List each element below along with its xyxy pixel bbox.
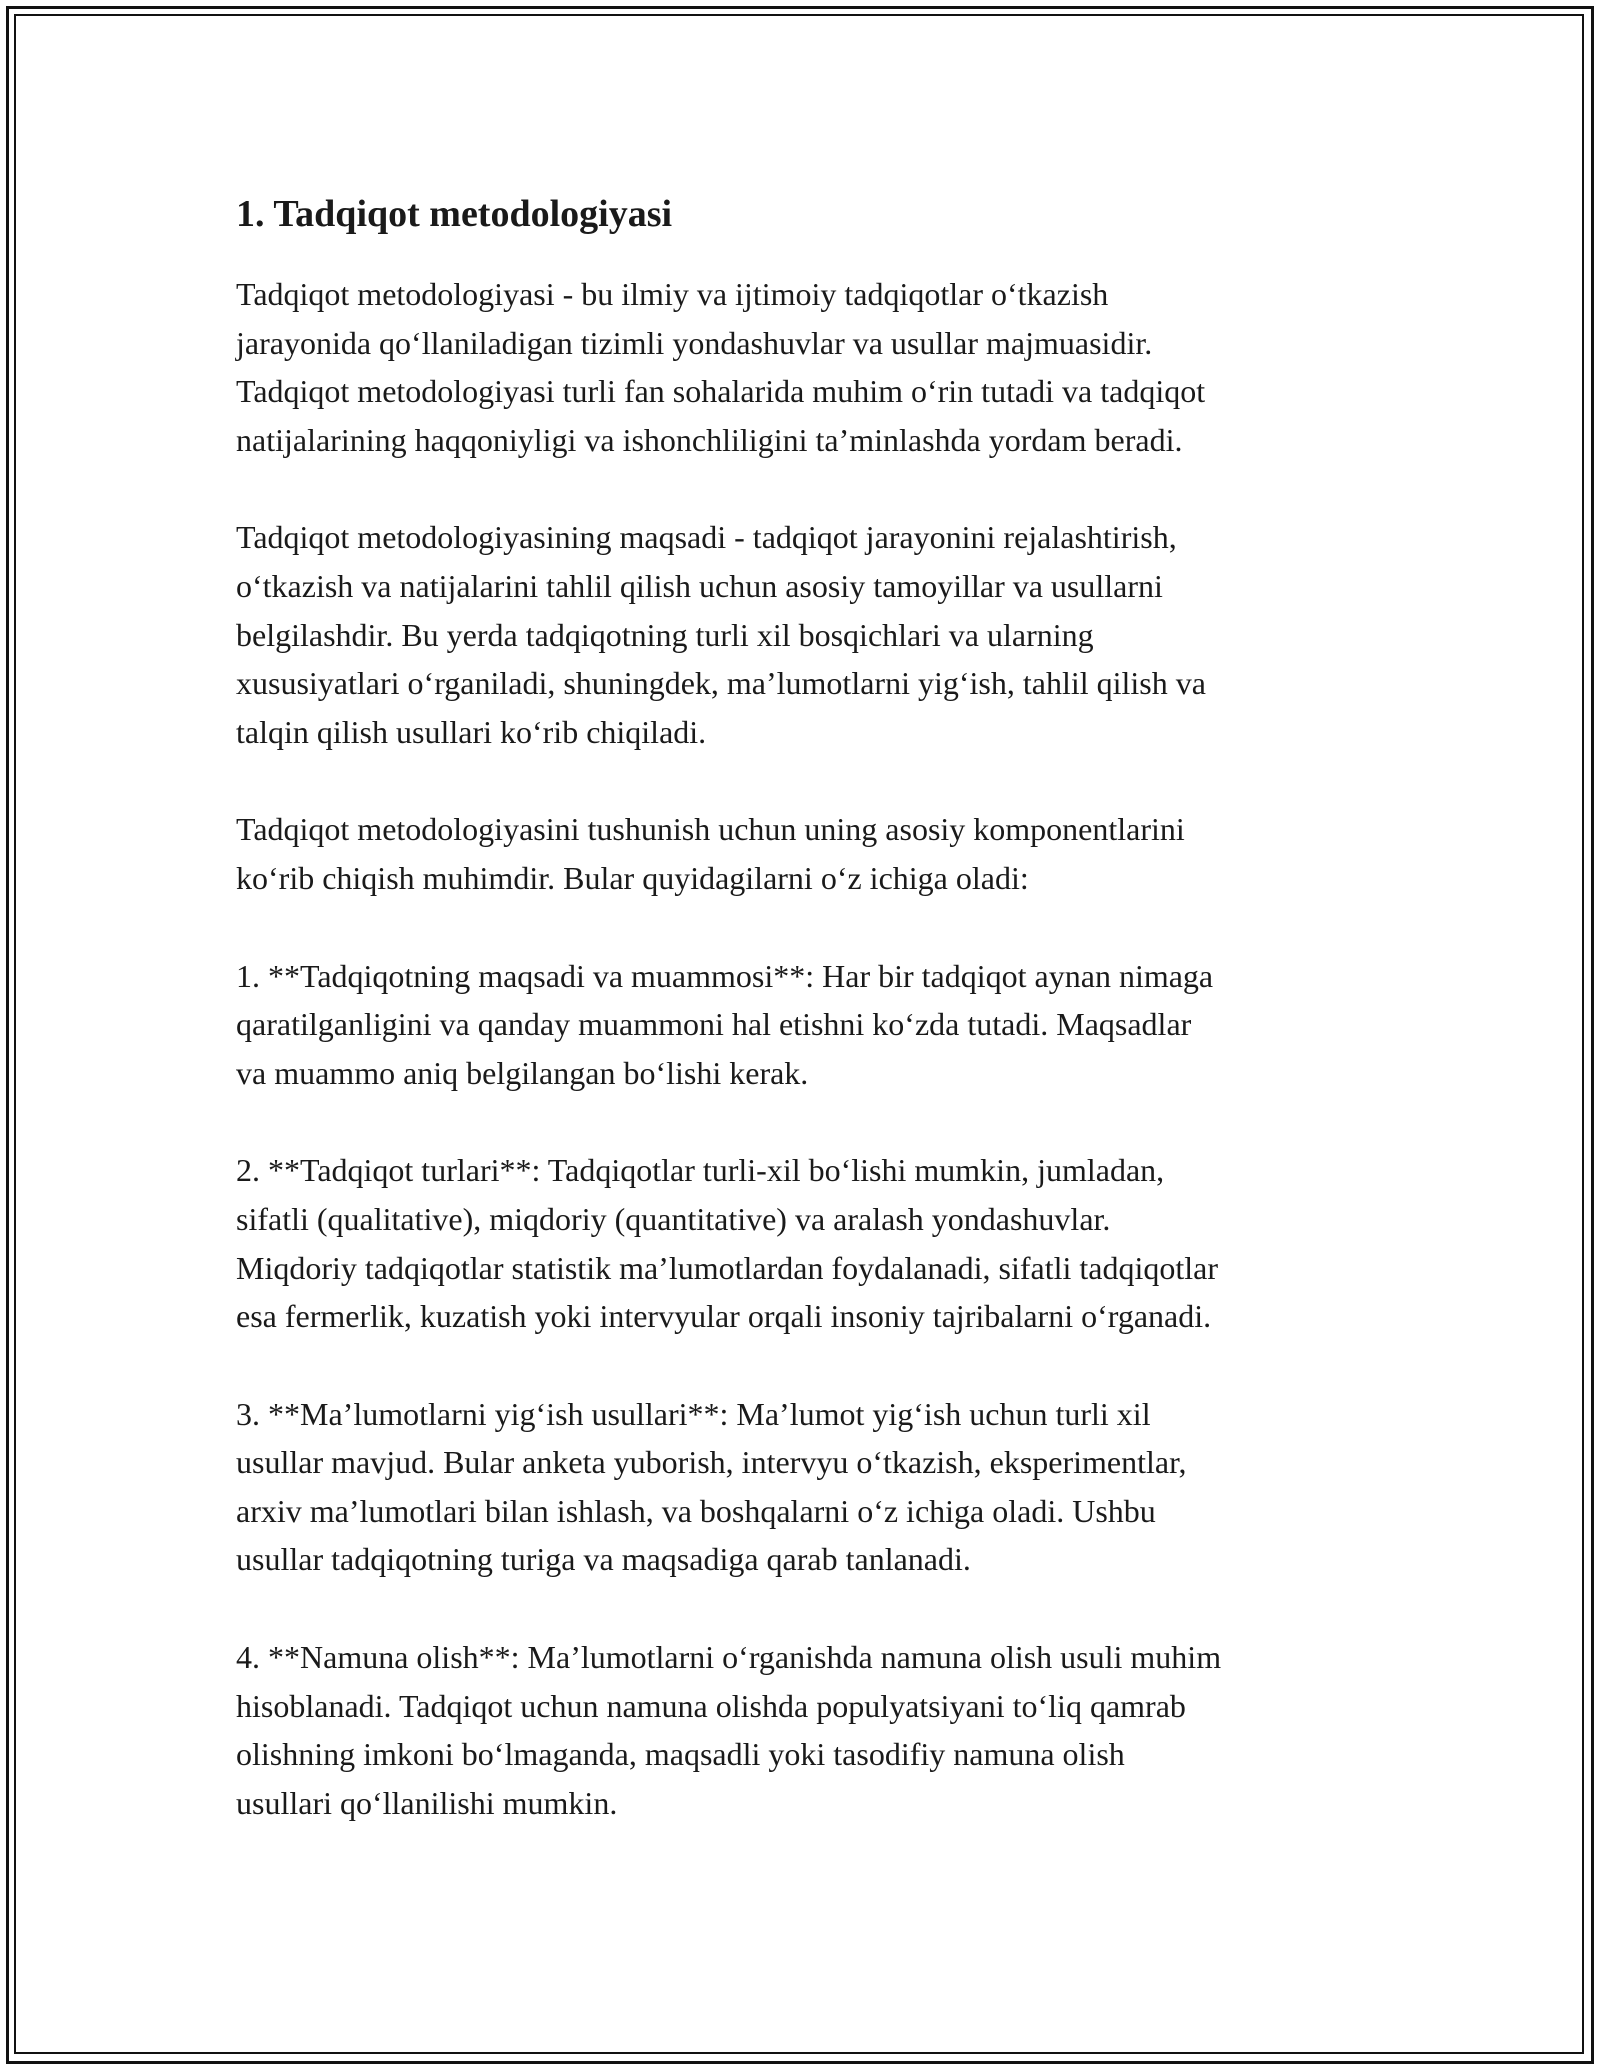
paragraph-purpose: Tadqiqot metodologiyasining maqsadi - tadqiqot jarayonini rejalashtirish, o‘tkazish va natijalarini tahlil qilish uchun asosiy tamoyillar va usullarni belgilashdir. Bu yerda tadqiqotning turli xil bosqichlari va ularning xususiyatlari o‘rganiladi, shuningdek, ma’lumotlarni yig‘ish, tahlil qilish va talqin qilish usullari ko‘rib chiqiladi. — [236, 519, 1206, 750]
paragraph-components-intro: Tadqiqot metodologiyasini tushunish uchun uning asosiy komponentlarini ko‘rib chiqish muhimdir. Bular quyidagilarni o‘z ichiga oladi: — [236, 811, 1185, 896]
list-item-research-types: 2. **Tadqiqot turlari**: Tadqiqotlar turli-xil bo‘lishi mumkin, jumladan, sifatli (qualitative), miqdoriy (quantitative) va aralash yondashuvlar. Miqdoriy tadqiqotlar statistik ma’lumotlardan foydalanadi, sifatli tadqiqotlar esa fermerlik, kuzatish yoki intervyular orqali insoniy tajribalarni o‘rganadi. — [236, 1152, 1218, 1335]
list-item-sampling: 4. **Namuna olish**: Ma’lumotlarni o‘rganishda namuna olish usuli muhim hisoblanadi. Tadqiqot uchun namuna olishda populyatsiyani to‘liq qamrab olishning imkoni bo‘lmaganda, maqsadli yoki tasodifiy namuna olish usullari qo‘llanilishi mumkin. — [236, 1639, 1222, 1821]
list-item-research-goal: 1. **Tadqiqotning maqsadi va muammosi**: Har bir tadqiqot aynan nimaga qaratilganligini va qanday muammoni hal etishni ko‘zda tutadi. Maqsadlar va muammo aniq belgilangan bo‘lishi kerak. — [236, 957, 1214, 1091]
section-heading: 1. Tadqiqot metodologiyasi — [236, 193, 673, 235]
paragraph-definition: Tadqiqot metodologiyasi - bu ilmiy va ijtimoiy tadqiqotlar o‘tkazish jarayonida qo‘llaniladigan tizimli yondashuvlar va usullar majmuasidir. Tadqiqot metodologiyasi turli fan sohalarida muhim o‘rin tutadi va tadqiqot natijalarining haqqoniyligi va ishonchliligini ta’minlashda yordam beradi. — [236, 276, 1206, 458]
list-item-data-collection: 3. **Ma’lumotlarni yig‘ish usullari**: Ma’lumot yig‘ish uchun turli xil usullar mavjud. Bular anketa yuborish, intervyu o‘tkazish, eksperimentlar, arxiv ma’lumotlari bilan ishlash, va boshqalarni o‘z ichiga oladi. Ushbu usullar tadqiqotning turiga va maqsadiga qarab tanlanadi. — [236, 1395, 1187, 1578]
document-body — [236, 186, 1386, 1876]
